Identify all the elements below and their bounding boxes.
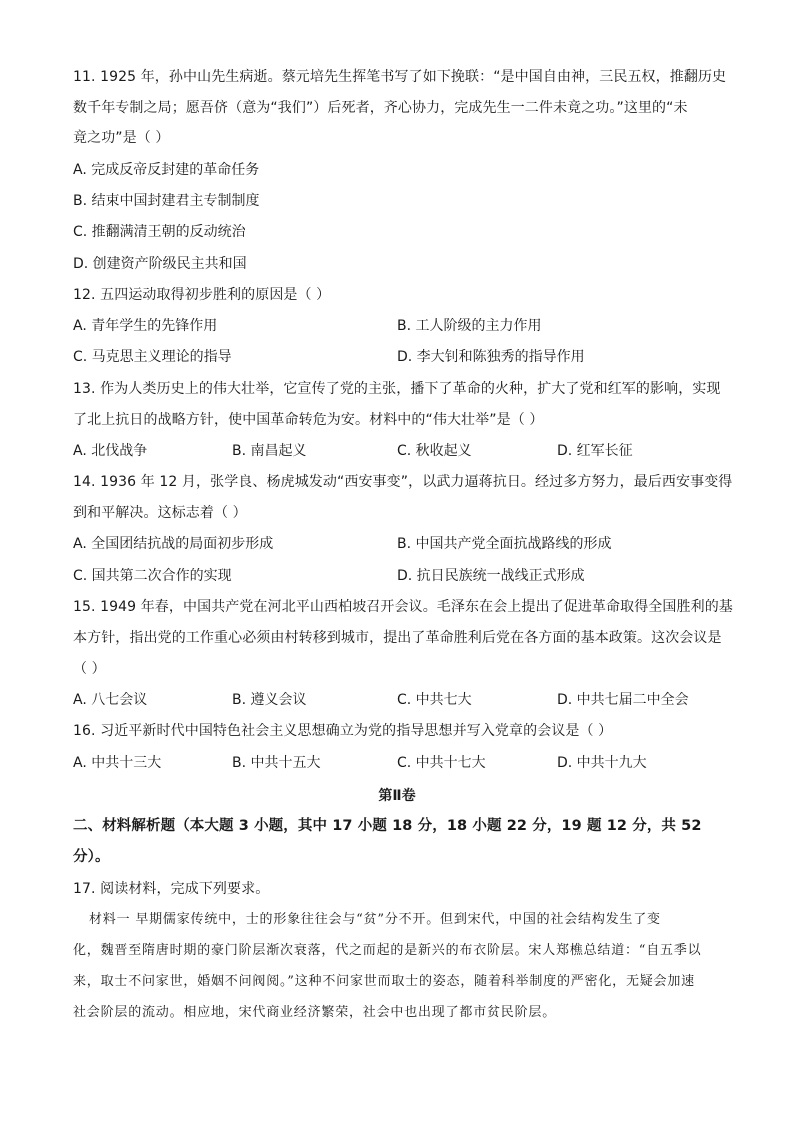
q11-option-a: A. 完成反帝反封建的革命任务 xyxy=(73,162,260,178)
q13-option-a: A. 北伐战争 xyxy=(73,443,148,459)
q17-material-line2: 化，魏晋至隋唐时期的豪门阶层渐次衰落，代之而起的是新兴的布衣阶层。宋人郑樵总结道：“自五季以 xyxy=(73,943,702,958)
q12-option-d: D. 李大钊和陈独秀的指导作用 xyxy=(397,349,585,365)
q11-option-b: B. 结束中国封建君主专制制度 xyxy=(73,193,260,209)
q11-stem-line2: 数千年专制之局；愿吾侪（意为“我们”）后死者，齐心协力，完成先生一二件未竟之功。”这里的“未 xyxy=(73,100,688,116)
q13-option-d: D. 红军长征 xyxy=(557,443,633,459)
q16-option-d: D. 中共十九大 xyxy=(557,755,647,771)
q15-option-c: C. 中共七大 xyxy=(397,692,472,708)
q17-material-line1: 材料一 早期儒家传统中，士的形象往往会与“贫”分不开。但到宋代，中国的社会结构发生了变 xyxy=(89,912,661,927)
section-heading-line2: 分）。 xyxy=(73,849,110,865)
q16-stem: 16. 习近平新时代中国特色社会主义思想确立为党的指导思想并写入党章的会议是（ ） xyxy=(73,723,613,739)
q13-option-c: C. 秋收起义 xyxy=(397,443,472,459)
q11-stem-line3: 竟之功”是（ ） xyxy=(73,130,170,146)
q15-option-a: A. 八七会议 xyxy=(73,692,148,708)
q15-stem-line1: 15. 1949 年春，中国共产党在河北平山西柏坡召开会议。毛泽东在会上提出了促进革命取得全国胜利的基 xyxy=(73,599,733,615)
q13-option-b: B. 南昌起义 xyxy=(232,443,307,459)
q16-option-c: C. 中共十七大 xyxy=(397,755,486,771)
q14-option-d: D. 抗日民族统一战线正式形成 xyxy=(397,568,585,584)
q12-option-a: A. 青年学生的先锋作用 xyxy=(73,318,218,334)
q17-material-line3: 来，取士不问家世，婚姻不问阀阅。”这种不问家世而取士的姿态，随着科举制度的严密化，无疑会加速 xyxy=(73,974,695,989)
q14-stem-line1: 14. 1936 年 12 月，张学良、杨虎城发动“西安事变”，以武力逼蒋抗日。经过多方努力，最后西安事变得 xyxy=(73,474,733,490)
q15-option-b: B. 遵义会议 xyxy=(232,692,307,708)
q12-stem: 12. 五四运动取得初步胜利的原因是（ ） xyxy=(73,287,331,303)
q14-option-b: B. 中国共产党全面抗战路线的形成 xyxy=(397,536,612,552)
q11-option-c: C. 推翻满清王朝的反动统治 xyxy=(73,224,246,240)
q15-stem-line3: （ ） xyxy=(73,661,106,677)
q14-stem-line2: 到和平解决。这标志着（ ） xyxy=(73,505,247,521)
q15-stem-line2: 本方针，指出党的工作重心必须由村转移到城市，提出了革命胜利后党在各方面的基本政策。这次会议是 xyxy=(73,630,722,646)
q14-option-c: C. 国共第二次合作的实现 xyxy=(73,568,232,584)
q16-option-b: B. 中共十五大 xyxy=(232,755,321,771)
q11-option-d: D. 创建资产阶级民主共和国 xyxy=(73,256,247,272)
q16-option-a: A. 中共十三大 xyxy=(73,755,162,771)
q11-stem-line1: 11. 1925 年，孙中山先生病逝。蔡元培先生挥笔书写了如下挽联：“是中国自由神，三民五权，推翻历史 xyxy=(73,69,727,85)
q12-option-c: C. 马克思主义理论的指导 xyxy=(73,349,232,365)
q13-stem-line1: 13. 作为人类历史上的伟大壮举，它宣传了党的主张，播下了革命的火种，扩大了党和红军的影响，实现 xyxy=(73,381,721,397)
q17-material-line4: 社会阶层的流动。相应地，宋代商业经济繁荣，社会中也出现了都市贫民阶层。 xyxy=(73,1005,557,1020)
q15-option-d: D. 中共七届二中全会 xyxy=(557,692,689,708)
q14-option-a: A. 全国团结抗战的局面初步形成 xyxy=(73,536,274,552)
q17-stem: 17. 阅读材料，完成下列要求。 xyxy=(73,881,270,897)
q12-option-b: B. 工人阶级的主力作用 xyxy=(397,318,542,334)
q13-stem-line2: 了北上抗日的战略方针，使中国革命转危为安。材料中的“伟大壮举”是（ ） xyxy=(73,412,544,428)
volume-title: 第Ⅱ卷 xyxy=(378,788,416,804)
section-heading-line1: 二、材料解析题（本大题 3 小题，其中 17 小题 18 分，18 小题 22 分，19 题 12 分，共 52 xyxy=(73,818,702,834)
